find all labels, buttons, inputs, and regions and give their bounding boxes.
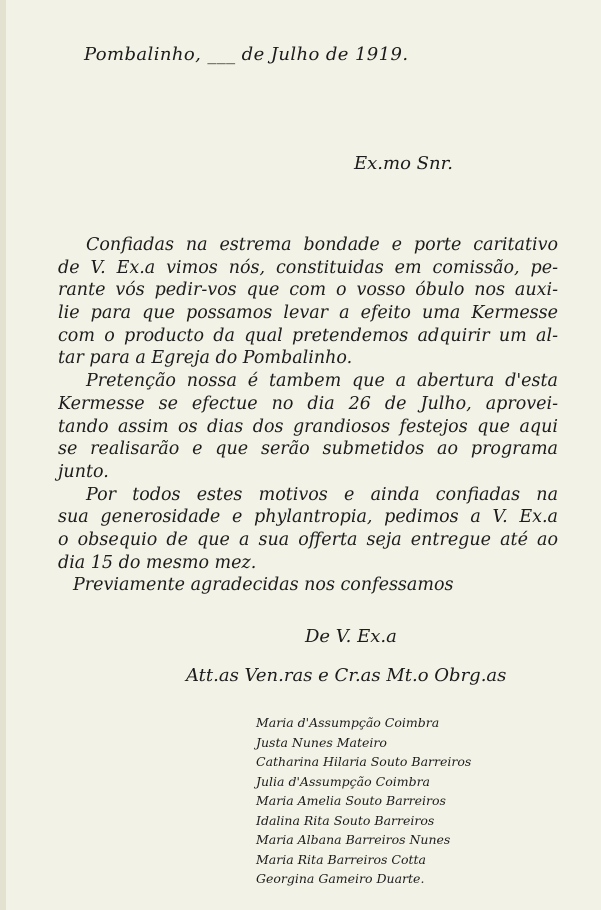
body-line: junto.: [58, 461, 109, 482]
body-line: Por todos estes motivos e ainda confiadas na: [86, 484, 558, 505]
salutation: Ex.mo Snr.: [354, 153, 453, 174]
signature-name: Maria Rita Barreiros Cotta: [256, 851, 426, 867]
body-line: Previamente agradecidas nos confessamos: [73, 575, 454, 596]
signature-name: Julia d'Assumpção Coimbra: [256, 773, 431, 789]
body-line: se realisarão e que serão submetidos ao programa: [58, 439, 558, 460]
body-line: Pretenção nossa é tambem que a abertura d'esta: [86, 371, 558, 392]
signature-name: Georgina Gameiro Duarte.: [256, 871, 425, 886]
place-date-line: Pombalinho, ___ de Julho de 1919.: [84, 44, 409, 65]
signature-name: Maria Amelia Souto Barreiros: [256, 793, 446, 808]
letter-body: [58, 234, 558, 597]
signature-name: Maria Albana Barreiros Nunes: [256, 832, 451, 847]
signature-name: Catharina Hilaria Souto Barreiros: [256, 754, 472, 769]
body-line: com o producto da qual pretendemos adquirir um al-: [58, 325, 558, 346]
body-line: sua generosidade e phylantropia, pedimos a V. Ex.a: [58, 507, 558, 528]
body-line: lie para que possamos levar a efeito uma Kermesse: [58, 303, 558, 324]
body-line: rante vós pedir-vos que com o vosso óbulo nos auxi-: [58, 280, 558, 301]
signature-name: Idalina Rita Souto Barreiros: [256, 812, 435, 828]
closing-line-2: Att.as Ven.ras e Cr.as Mt.o Obrg.as: [186, 665, 507, 686]
signature-name: Maria d'Assumpção Coimbra: [256, 715, 440, 730]
body-line: o obsequio de que a sua offerta seja entregue até ao: [58, 529, 558, 550]
signature-name: Justa Nunes Mateiro: [256, 734, 387, 750]
body-line: tar para a Egreja do Pombalinho.: [58, 348, 353, 369]
signature-list: [256, 713, 471, 889]
closing-line-1: De V. Ex.a: [305, 626, 397, 647]
body-line: Confiadas na estrema bondade e porte caritativo: [86, 235, 558, 255]
body-line: tando assim os dias dos grandiosos festejos que aqui: [58, 416, 558, 437]
body-line: Kermesse se efectue no dia 26 de Julho, aprovei-: [58, 393, 558, 414]
body-line: dia 15 do mesmo mez.: [58, 552, 257, 573]
body-line: de V. Ex.a vimos nós, constituidas em comissão, pe-: [58, 257, 558, 278]
page-edge-shadow: [0, 0, 6, 910]
